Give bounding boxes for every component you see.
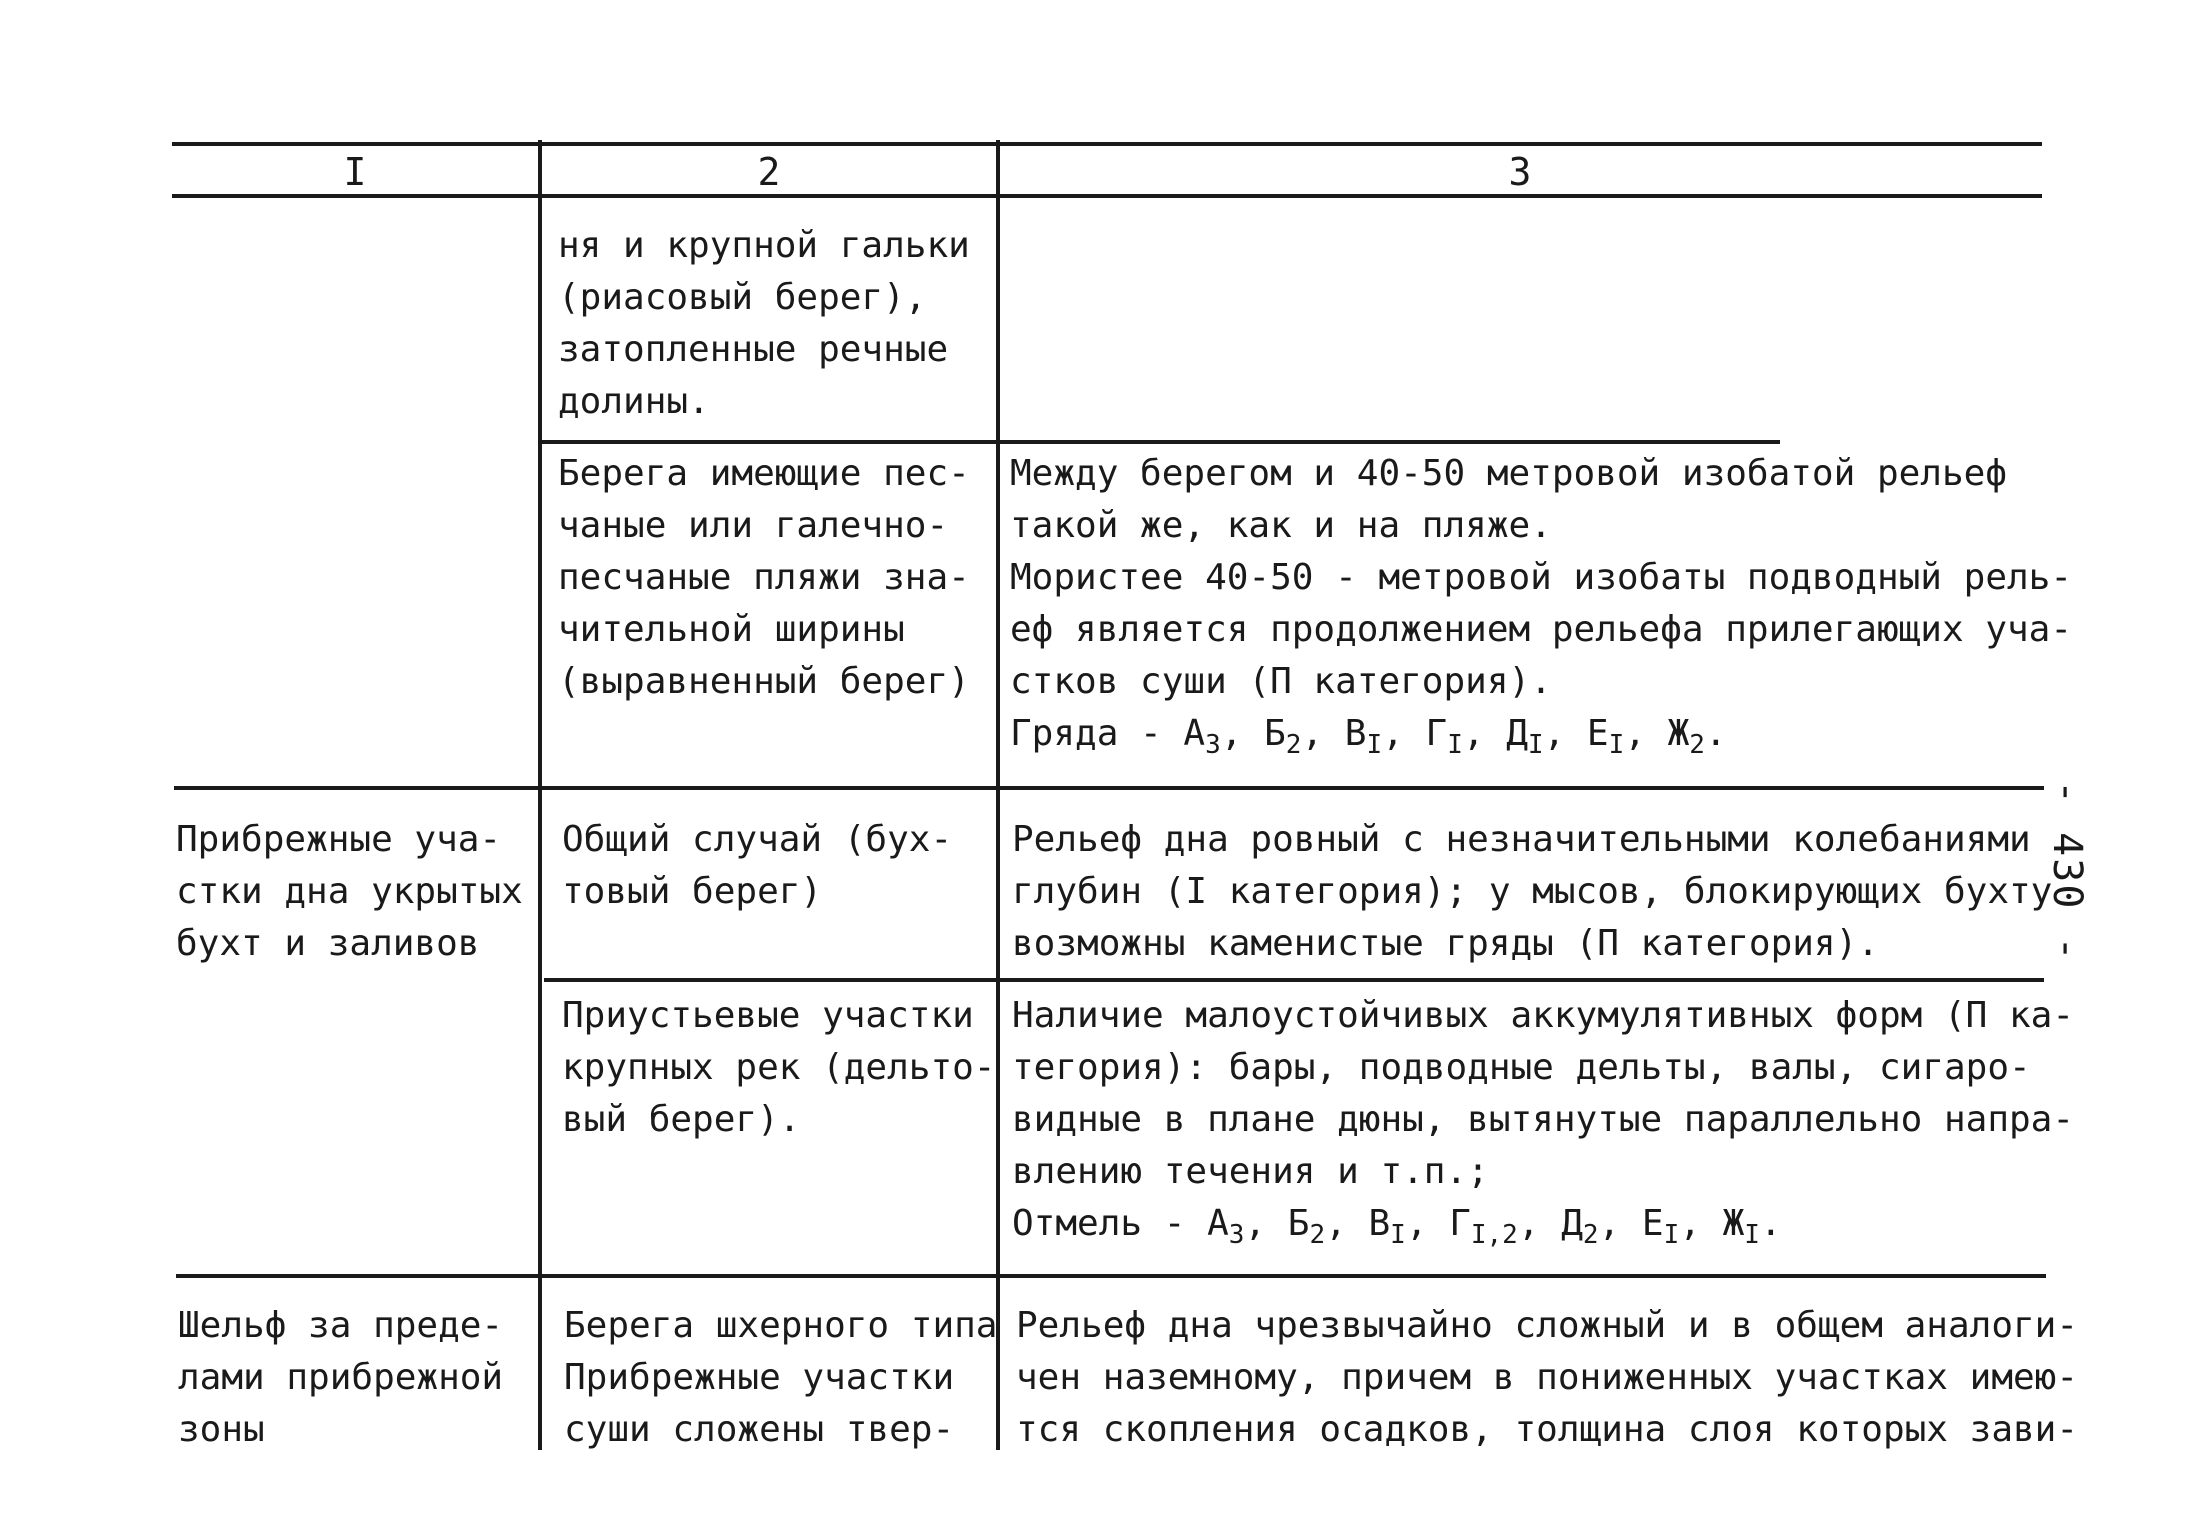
r2-col3 [1010, 448, 2072, 760]
subscript: 2 [1689, 730, 1705, 760]
cell-line: Прибрежные уча- [176, 819, 502, 860]
cell-line: возможны каменистые гряды (П категория). [1012, 923, 1879, 964]
subscript: 2 [1582, 1220, 1599, 1250]
r1-col2 [558, 220, 970, 428]
r2-col2 [558, 448, 970, 708]
cell-line: такой же, как и на пляже. [1010, 505, 1552, 546]
subscript: I [1447, 730, 1463, 760]
cell-line: Берега имеющие пес- [558, 453, 970, 494]
cell-line: Берега шхерного типа [564, 1305, 998, 1346]
subscript: I [1744, 1220, 1760, 1250]
r5-col2 [564, 1300, 997, 1456]
r4-col2 [562, 990, 995, 1146]
subscript: I [1527, 730, 1544, 760]
r3-col1 [176, 814, 523, 970]
cell-line: глубин (I категория); у мысов, блокирующих бухту [1012, 871, 2053, 912]
subscript: I [1390, 1220, 1406, 1250]
cell-line: вый берег). [562, 1099, 801, 1140]
cell-line: ня и крупной гальки [558, 225, 970, 266]
r3-col3 [1012, 814, 2052, 970]
column-divider [538, 140, 542, 1450]
row-divider [174, 786, 2044, 790]
header-col3: 3 [1508, 150, 1532, 194]
cell-line: видные в плане дюны, вытянутые параллельно напра- [1012, 1099, 2075, 1140]
cell-line: Шельф за преде- [178, 1305, 504, 1346]
r5-col1 [178, 1300, 503, 1456]
cell-line: чаные или галечно- [558, 505, 949, 546]
cell-line: товый берег) [562, 871, 823, 912]
cell-line: лами прибрежной [178, 1357, 504, 1398]
cell-line: Рельеф дна ровный с незначительными колебаниями [1012, 819, 2031, 860]
cell-line: Приустьевые участки [562, 995, 974, 1036]
cell-line: влению течения и т.п.; [1012, 1151, 1489, 1192]
cell-line: тся скопления осадков, толщина слоя которых зави- [1016, 1409, 2079, 1450]
cell-line: Рельеф дна чрезвычайно сложный и в общем аналоги- [1016, 1305, 2079, 1346]
r4-col3 [1012, 990, 2074, 1250]
table-top-rule [172, 142, 2042, 146]
subscript: 3 [1205, 730, 1221, 760]
cell-line: (выравненный берег) [558, 661, 970, 702]
subscript: 3 [1228, 1220, 1245, 1250]
subscript: I,2 [1470, 1220, 1518, 1250]
subscript: I [1608, 730, 1625, 760]
cell-line: затопленные речные [558, 329, 949, 370]
row-divider [540, 440, 1780, 444]
formula-line: Гряда - $А_3$, $Б_2$, $В_I$, $Г_I$, $Д_I$, $Е_I$, $Ж_2$. [1010, 713, 1727, 760]
subscript: 2 [1309, 1220, 1326, 1250]
cell-line: тегория): бары, подводные дельты, валы, сигаро- [1012, 1047, 2031, 1088]
cell-line: Общий случай (бух- [562, 819, 953, 860]
header-col2: 2 [757, 150, 781, 194]
cell-line: Прибрежные участки [564, 1357, 955, 1398]
header-bottom-rule [172, 194, 2042, 198]
cell-line: чительной ширины [558, 609, 905, 650]
subscript: I [1663, 1220, 1680, 1250]
cell-line: Наличие малоустойчивых аккумулятивных форм (П ка- [1012, 995, 2075, 1036]
cell-line: еф является продолжением рельефа прилегающих уча- [1010, 609, 2073, 650]
subscript: I [1366, 730, 1383, 760]
cell-line: чен наземному, причем в пониженных участках имею- [1016, 1357, 2079, 1398]
r3-col2 [562, 814, 952, 918]
formula-line: Отмель - $А_3$, $Б_2$, $В_I$, $Г_{I,2}$, $Д_2$, $Е_I$, $Ж_I$. [1012, 1203, 1782, 1250]
row-divider [544, 978, 2044, 982]
subscript: 2 [1285, 730, 1302, 760]
cell-line: (риасовый берег), [558, 277, 927, 318]
cell-line: зоны [178, 1409, 265, 1450]
r5-col3 [1016, 1300, 2078, 1456]
cell-line: песчаные пляжи зна- [558, 557, 970, 598]
page-number: - 430 - [2044, 780, 2090, 963]
cell-line: стков суши (П категория). [1010, 661, 1552, 702]
cell-line: бухт и заливов [176, 923, 480, 964]
cell-line: Мористее 40-50 - метровой изобаты подводный рель- [1010, 557, 2073, 598]
row-divider [176, 1274, 2046, 1278]
column-divider [996, 140, 1000, 1450]
cell-line: Между берегом и 40-50 метровой изобатой рельеф [1010, 453, 2007, 494]
header-col1: I [343, 150, 367, 194]
cell-line: крупных рек (дельто- [562, 1047, 996, 1088]
cell-line: стки дна укрытых [176, 871, 523, 912]
cell-line: долины. [558, 381, 710, 422]
cell-line: суши сложены твер- [564, 1409, 955, 1450]
